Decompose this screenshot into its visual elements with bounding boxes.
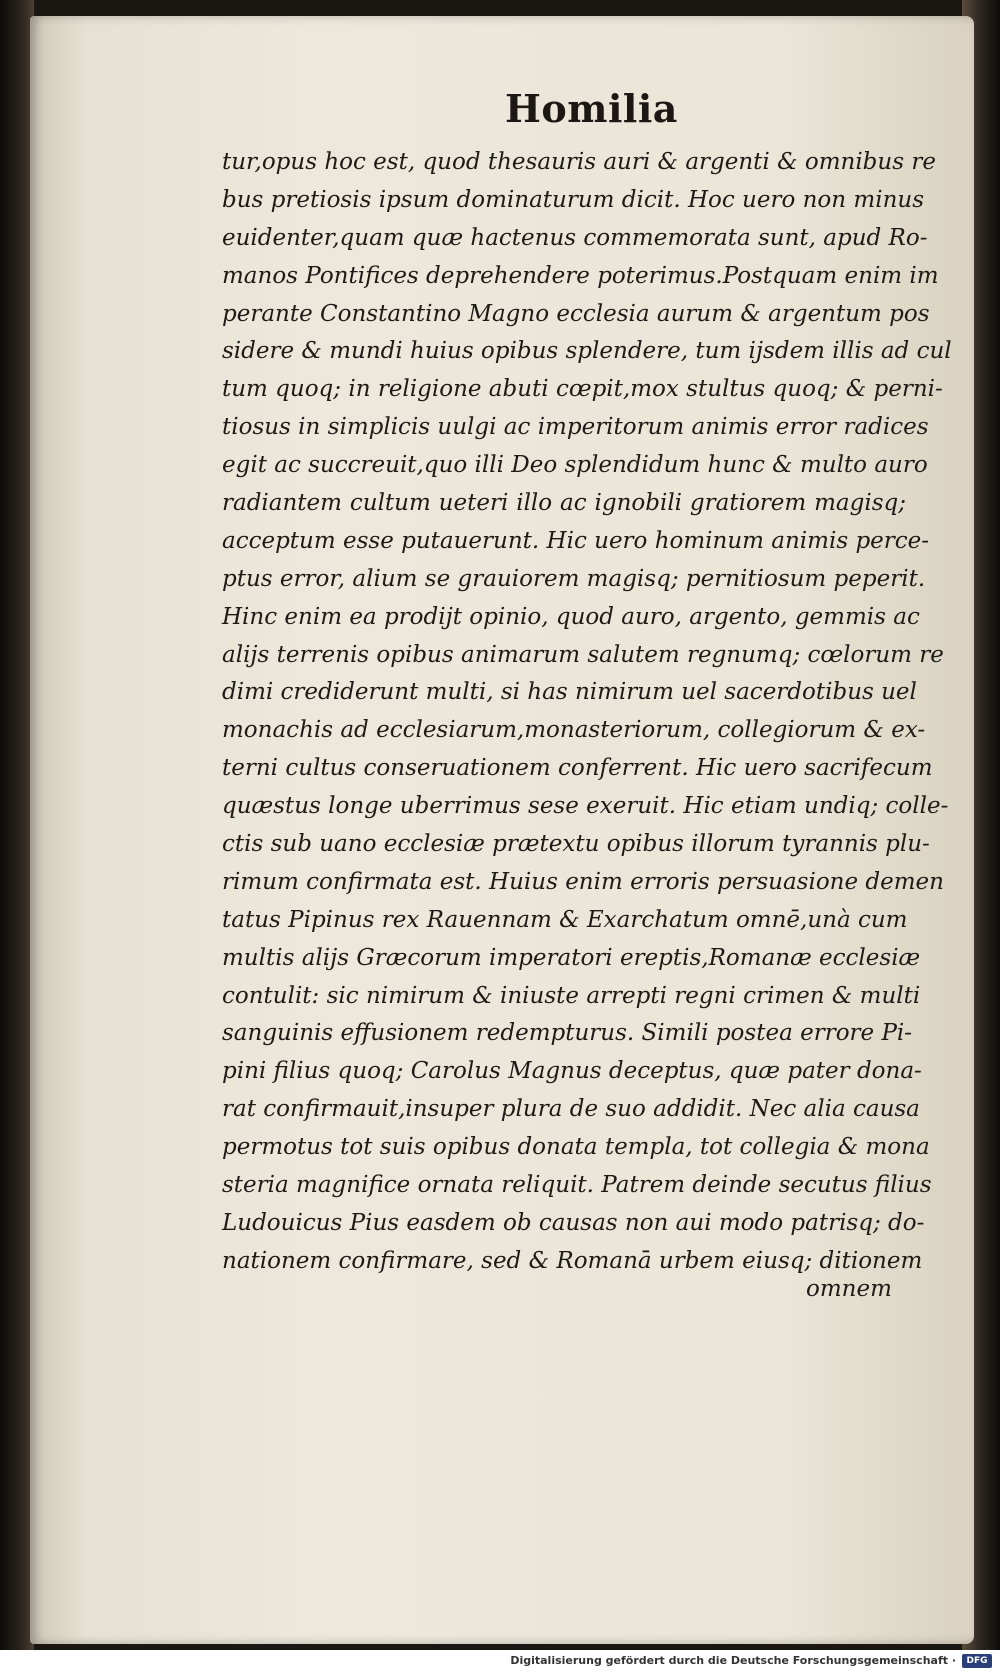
text-block <box>222 144 952 1281</box>
text-line: bus pretiosis ipsum dominaturum dicit. Hoc uero non minus <box>222 186 924 213</box>
dfg-logo-icon: DFG <box>962 1654 992 1668</box>
text-line: manos Pontifices deprehendere poterimus.Postquam enim im <box>222 262 939 289</box>
text-line: monachis ad ecclesiarum,monasteriorum, collegiorum & ex- <box>222 717 926 744</box>
text-line: terni cultus conseruationem conferrent. Hic uero sacrifecum <box>222 755 933 782</box>
footer-bar <box>0 1650 1000 1674</box>
text-line: ptus error, alium se grauiorem magisq; pernitiosum peperit. <box>222 565 926 592</box>
book-edge-left <box>0 0 34 1650</box>
running-head: Homilia <box>505 86 678 131</box>
text-line: euidenter,quam quæ hactenus commemorata sunt, apud Ro- <box>222 224 928 251</box>
text-line: ctis sub uano ecclesiæ prætextu opibus illorum tyrannis plu- <box>222 831 930 858</box>
text-line: rat confirmauit,insuper plura de suo addidit. Nec alia causa <box>222 1096 920 1123</box>
text-line: radiantem cultum ueteri illo ac ignobili gratiorem magisq; <box>222 490 906 517</box>
text-line: permotus tot suis opibus donata templa, tot collegia & mona <box>222 1134 930 1161</box>
text-line: multis alijs Græcorum imperatori ereptis,Romanæ ecclesiæ <box>222 944 921 971</box>
text-line: tiosus in simplicis uulgi ac imperitorum animis error radices <box>222 414 929 441</box>
text-line: egit ac succreuit,quo illi Deo splendidum hunc & multo auro <box>222 452 928 479</box>
text-line: contulit: sic nimirum & iniuste arrepti regni crimen & multi <box>222 982 921 1009</box>
text-line: quæstus longe uberrimus sese exeruit. Hic etiam undiq; colle- <box>222 793 949 820</box>
text-line: tur,opus hoc est, quod thesauris auri & argenti & omnibus re <box>222 149 936 175</box>
text-line: pini filius quoq; Carolus Magnus deceptus, quæ pater dona- <box>222 1058 922 1085</box>
text-line: sidere & mundi huius opibus splendere, tum ijsdem illis ad cul <box>222 338 952 365</box>
catchword: omnem <box>806 1276 892 1302</box>
text-line: alijs terrenis opibus animarum salutem regnumq; cœlorum re <box>222 641 944 668</box>
text-line: rimum confirmata est. Huius enim erroris persuasione demen <box>222 868 944 895</box>
text-line: Ludouicus Pius easdem ob causas non aui modo patrisq; do- <box>222 1209 925 1236</box>
text-line: sanguinis effusionem redempturus. Simili postea errore Pi- <box>222 1020 913 1047</box>
text-line: Hinc enim ea prodijt opinio, quod auro, argento, gemmis ac <box>222 603 920 630</box>
text-line: dimi crediderunt multi, si has nimirum uel sacerdotibus uel <box>222 679 917 706</box>
funding-credit: Digitalisierung gefördert durch die Deutsche Forschungsgemeinschaft · <box>510 1654 956 1667</box>
text-line: nationem confirmare, sed & Romanā urbem eiusq; ditionem <box>222 1247 923 1274</box>
text-line: tum quoq; in religione abuti cœpit,mox stultus quoq; & perni- <box>222 376 943 403</box>
text-line: acceptum esse putauerunt. Hic uero hominum animis perce- <box>222 527 930 554</box>
text-line: steria magnifice ornata reliquit. Patrem deinde secutus filius <box>222 1172 932 1199</box>
text-line: perante Constantino Magno ecclesia aurum & argentum pos <box>222 300 930 327</box>
text-line: tatus Pipinus rex Rauennam & Exarchatum omnē,unà cum <box>222 906 908 933</box>
